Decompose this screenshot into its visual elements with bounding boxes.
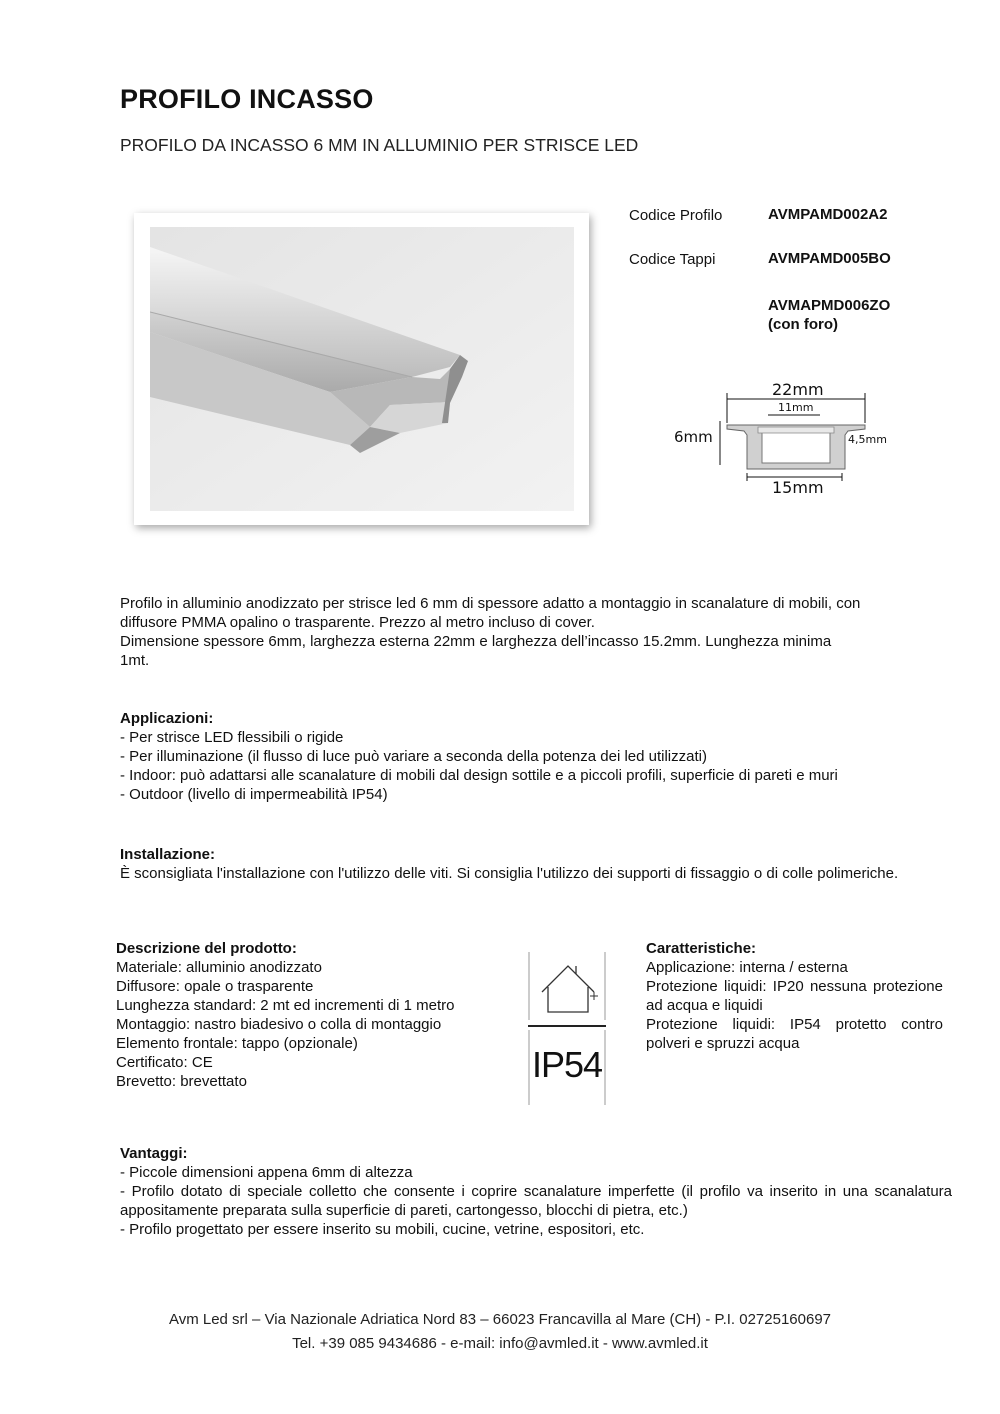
installazione-heading: Installazione: xyxy=(120,846,216,863)
description-line: Dimensione spessore 6mm, larghezza esterna 22mm e larghezza dell’incasso 15.2mm. Lunghezza minima xyxy=(120,633,832,650)
dim-width-outer: 22mm xyxy=(772,380,824,399)
dim-side: 4,5mm xyxy=(848,433,887,446)
list-item: - Piccole dimensioni appena 6mm di altezza xyxy=(120,1164,413,1181)
list-item: Elemento frontale: tappo (opzionale) xyxy=(116,1035,358,1052)
list-item: - Indoor: può adattarsi alle scanalature di mobili dal design sottile e a piccoli profili, superficie di pareti e muri xyxy=(120,767,838,784)
descrizione-prodotto-section xyxy=(116,939,516,1091)
page-subtitle: PROFILO DA INCASSO 6 MM IN ALLUMINIO PER STRISCE LED xyxy=(120,135,639,155)
aluminium-profile-image xyxy=(150,227,574,511)
list-item: Protezione liquidi: IP54 protetto contro polveri e spruzzi acqua xyxy=(646,1016,943,1052)
list-item: Materiale: alluminio anodizzato xyxy=(116,959,322,976)
list-item: - Profilo progettato per essere inserito su mobili, cucine, vetrine, espositori, etc. xyxy=(120,1221,645,1238)
description-line: 1mt. xyxy=(120,652,150,669)
caratteristiche-heading: Caratteristiche: xyxy=(646,940,757,957)
applicazioni-section xyxy=(120,709,960,804)
list-item: Diffusore: opale o trasparente xyxy=(116,978,314,995)
codice-tappi-value: AVMPAMD005BO xyxy=(768,250,891,267)
description-text xyxy=(120,594,960,670)
dim-height: 6mm xyxy=(674,428,713,446)
codice-tappi-label: Codice Tappi xyxy=(629,251,716,268)
product-photo xyxy=(134,213,589,525)
descrizione-heading: Descrizione del prodotto: xyxy=(116,940,297,957)
list-item: Montaggio: nastro biadesivo o colla di montaggio xyxy=(116,1016,442,1033)
dim-width-bottom: 15mm xyxy=(772,478,824,497)
page-title: PROFILO INCASSO xyxy=(120,84,374,114)
codice-profilo-label: Codice Profilo xyxy=(629,207,723,224)
codice-tappi-note: (con foro) xyxy=(768,316,838,333)
installazione-section xyxy=(120,845,952,883)
description-line: Profilo in alluminio anodizzato per strisce led 6 mm di spessore adatto a montaggio in scanalature di mobili, con xyxy=(120,595,861,612)
footer-address: Avm Led srl – Via Nazionale Adriatica Nord 83 – 66023 Francavilla al Mare (CH) - P.I. 02725160697 xyxy=(168,1311,832,1328)
list-item: - Outdoor (livello di impermeabilità IP54) xyxy=(120,786,388,803)
installazione-text: È sconsigliata l'installazione con l'utilizzo delle viti. Si consiglia l'utilizzo dei supporti di fissaggio o di colle polimeriche. xyxy=(120,865,899,882)
list-item: Lunghezza standard: 2 mt ed incrementi di 1 metro xyxy=(116,997,455,1014)
caratteristiche-section xyxy=(646,939,943,1053)
ip54-label: IP54 xyxy=(532,1044,603,1085)
codice-profilo-value: AVMPAMD002A2 xyxy=(768,206,888,223)
list-item: Applicazione: interna / esterna xyxy=(646,959,848,976)
ip54-rating-icon xyxy=(528,950,606,1105)
list-item: - Per strisce LED flessibili o rigide xyxy=(120,729,344,746)
vantaggi-section xyxy=(120,1144,952,1239)
description-line: diffusore PMMA opalino o trasparente. Prezzo al metro incluso di cover. xyxy=(120,614,595,631)
footer-contacts: Tel. +39 085 9434686 - e-mail: info@avmled.it - www.avmled.it xyxy=(292,1335,708,1352)
cross-section-diagram xyxy=(670,375,910,505)
list-item: - Per illuminazione (il flusso di luce può variare a seconda della potenza dei led utilizzati) xyxy=(120,748,707,765)
vantaggi-heading: Vantaggi: xyxy=(120,1145,188,1162)
list-item: Certificato: CE xyxy=(116,1054,213,1071)
codice-tappi-value-2: AVMAPMD006ZO xyxy=(768,297,891,314)
applicazioni-heading: Applicazioni: xyxy=(120,710,214,727)
dim-width-inner-top: 11mm xyxy=(778,401,814,414)
list-item: Protezione liquidi: IP20 nessuna protezione ad acqua e liquidi xyxy=(646,978,943,1014)
list-item: Brevetto: brevettato xyxy=(116,1073,247,1090)
list-item: - Profilo dotato di speciale colletto che consente i coprire scanalature imperfette (il profilo va inserito in una scanalatura appositamente preparata sulla superficie di pareti, cartongesso, blocchi di pietra, etc.) xyxy=(120,1183,952,1219)
